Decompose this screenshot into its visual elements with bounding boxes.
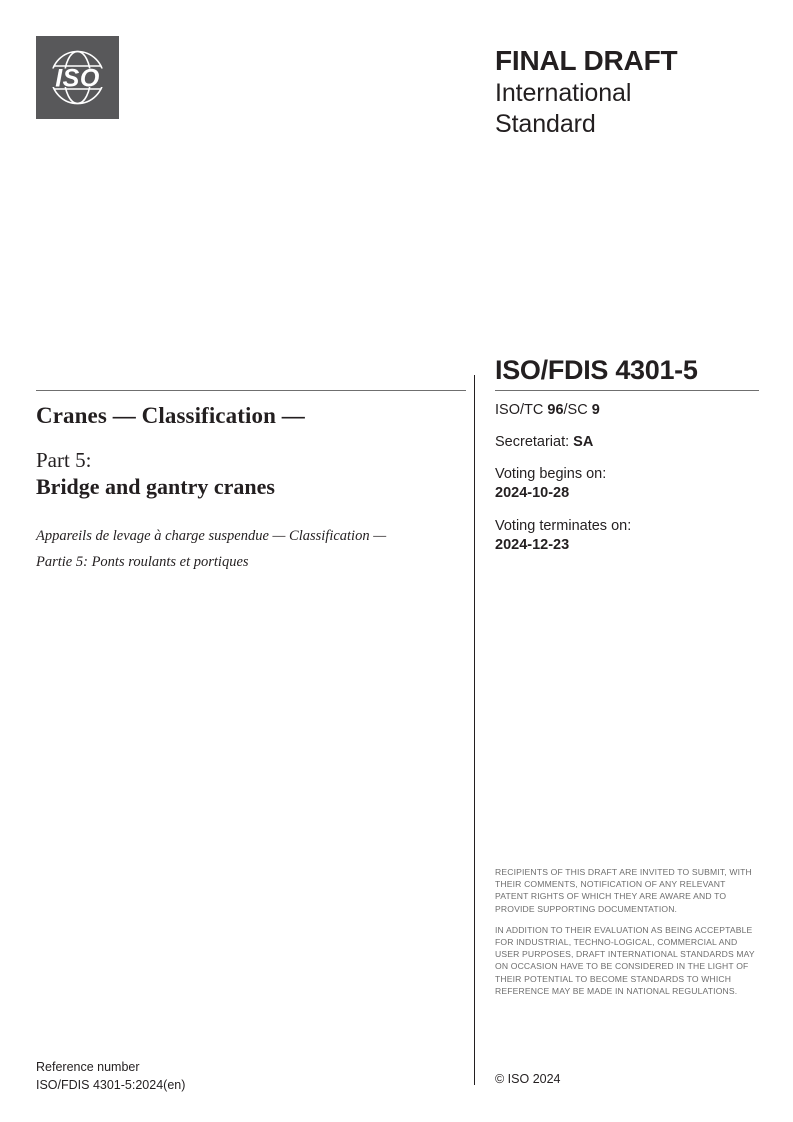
iso-logo bbox=[36, 36, 119, 119]
title-main: Cranes — Classification — bbox=[36, 403, 305, 428]
standard-number: ISO/FDIS 4301-5 bbox=[495, 355, 698, 385]
secretariat-row bbox=[495, 433, 765, 452]
left-column-rule bbox=[36, 390, 466, 391]
column-divider bbox=[474, 375, 475, 1085]
title-part-name: Bridge and gantry cranes bbox=[36, 474, 275, 499]
voting-begins-label: Voting begins on: bbox=[495, 466, 607, 483]
voting-begins-date: 2024-10-28 bbox=[495, 485, 570, 502]
reference-number-label: Reference number bbox=[36, 1060, 140, 1074]
title-french-line-1: Appareils de levage à charge suspendue — Classification — bbox=[36, 527, 387, 544]
secretariat-value: SA bbox=[573, 434, 594, 451]
committee-separator: /SC bbox=[563, 402, 592, 418]
committee-prefix: ISO/TC bbox=[495, 402, 548, 418]
committee-tc-value: 96 bbox=[547, 402, 564, 418]
reference-number-block bbox=[36, 1058, 185, 1094]
reference-number-value: ISO/FDIS 4301-5:2024(en) bbox=[36, 1078, 186, 1093]
doc-type-line-final-draft: FINAL DRAFT bbox=[495, 45, 678, 76]
voting-begins-row bbox=[495, 465, 765, 503]
voting-terminates-date: 2024-12-23 bbox=[495, 536, 570, 553]
committee-sc-value: 9 bbox=[591, 402, 600, 418]
iso-globe-icon bbox=[36, 36, 119, 119]
committee-row bbox=[495, 401, 765, 420]
voting-terminates-row bbox=[495, 517, 765, 555]
metadata-block bbox=[495, 401, 765, 555]
copyright-notice: © ISO 2024 bbox=[495, 1072, 561, 1086]
legal-paragraph-2: IN ADDITION TO THEIR EVALUATION AS BEING ACCEPTABLE FOR INDUSTRIAL, TECHNO-LOGICAL, COMMERCIAL AND USER PURPOSES, DRAFT INTERNATIONAL STANDARDS MAY ON OCCASION HAVE TO BE CONSIDERED IN THE LIGHT OF THEIR POTENTIAL TO BECOME STANDARDS TO WHICH REFERENCE MAY BE MADE IN NATIONAL REGULATIONS. bbox=[495, 924, 755, 996]
doc-type-line-international: International bbox=[495, 79, 632, 108]
title-block bbox=[36, 402, 456, 576]
legal-notice bbox=[495, 866, 757, 997]
legal-paragraph-1: RECIPIENTS OF THIS DRAFT ARE INVITED TO SUBMIT, WITH THEIR COMMENTS, NOTIFICATION OF ANY RELEVANT PATENT RIGHTS OF WHICH THEY ARE AWARE AND TO PROVIDE SUPPORTING DOCUMENTATION. bbox=[495, 867, 752, 914]
title-part-number: Part 5: bbox=[36, 447, 92, 472]
voting-terminates-label: Voting terminates on: bbox=[495, 517, 632, 534]
svg-text:ISO: ISO bbox=[55, 64, 100, 93]
doc-type-line-standard: Standard bbox=[495, 109, 596, 138]
title-french-line-2: Partie 5: Ponts roulants et portiques bbox=[36, 554, 249, 571]
secretariat-label: Secretariat: bbox=[495, 434, 574, 451]
right-column-rule bbox=[495, 390, 759, 391]
document-type-heading bbox=[495, 44, 775, 139]
